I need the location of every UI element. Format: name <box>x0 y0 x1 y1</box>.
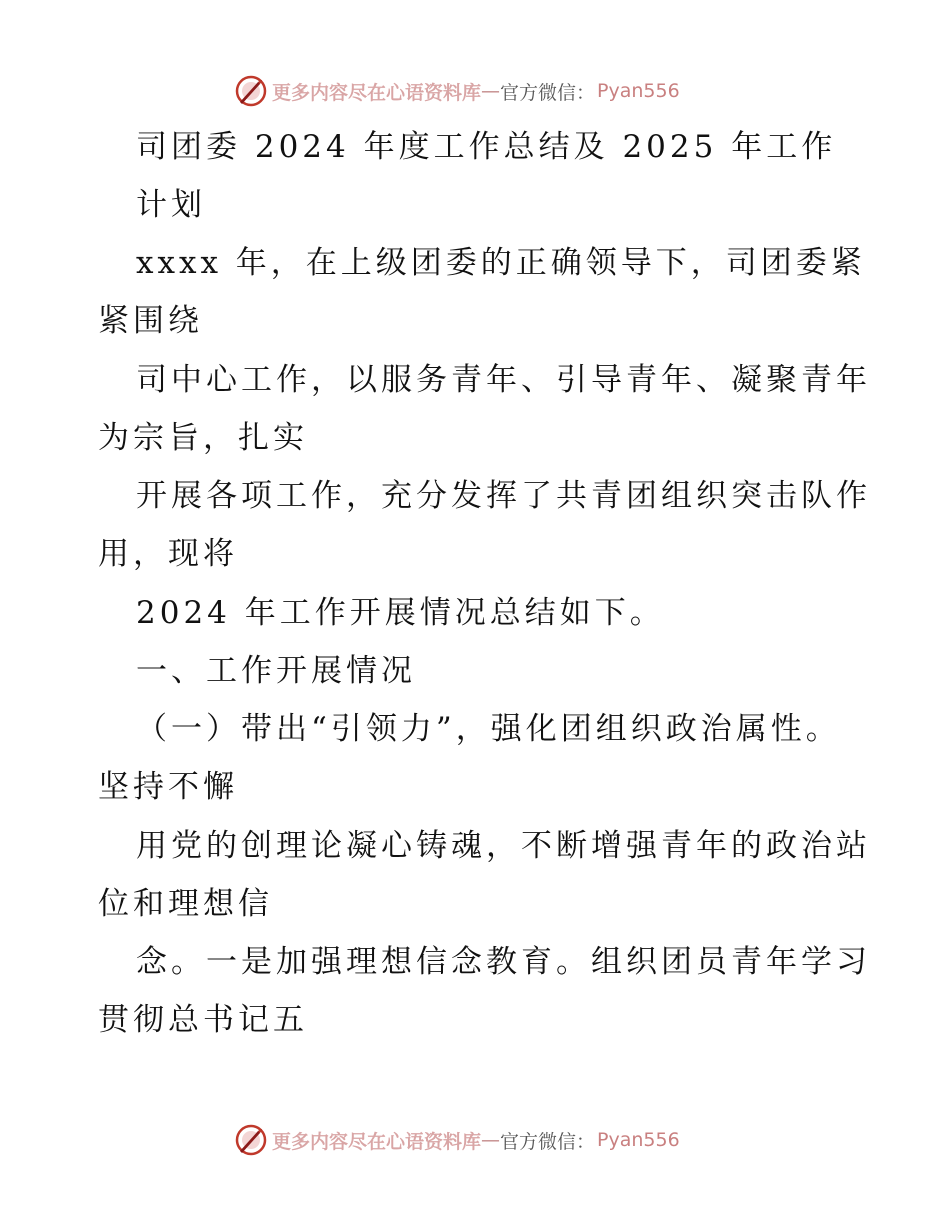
paragraph-line: 2024 年工作开展情况总结如下。 <box>136 595 665 631</box>
quill-pen-seal-icon <box>234 1123 268 1157</box>
quill-pen-seal-icon <box>234 74 268 108</box>
watermark-handle: Pyan556 <box>597 1129 680 1151</box>
paragraph-line: 坚持不懈 <box>98 769 238 805</box>
watermark-dash: — <box>481 1129 501 1151</box>
paragraph-line: 贯彻总书记五 <box>98 1002 308 1038</box>
paragraph-line: 用，现将 <box>98 536 238 572</box>
paragraph-line: 开展各项工作，充分发挥了共青团组织突击队作 <box>136 478 871 514</box>
paragraph-line: 念。一是加强理想信念教育。组织团员青年学习 <box>136 944 871 980</box>
paragraph-line: 位和理想信 <box>98 886 273 922</box>
watermark-label: 官方微信： <box>500 1130 596 1153</box>
document-title-line-2: 计划 <box>136 187 206 223</box>
watermark-handle: Pyan556 <box>597 80 680 102</box>
watermark-footer <box>234 1123 680 1157</box>
subsection-heading: （一）带出“引领力”，强化团组织政治属性。 <box>136 711 841 747</box>
paragraph-line: 用党的创理论凝心铸魂，不断增强青年的政治站 <box>136 828 871 864</box>
watermark-header <box>234 74 680 108</box>
paragraph-line: xxxx 年，在上级团委的正确领导下，司团委紧 <box>136 245 866 281</box>
paragraph-line: 司中心工作，以服务青年、引导青年、凝聚青年 <box>136 362 871 398</box>
document-title-line-1: 司团委 2024 年度工作总结及 2025 年工作 <box>136 129 837 165</box>
watermark-label: 官方微信： <box>500 81 596 104</box>
watermark-main-text: 更多内容尽在心语资料库 <box>272 1130 482 1153</box>
watermark-main-text: 更多内容尽在心语资料库 <box>272 81 482 104</box>
watermark-dash: — <box>481 80 501 102</box>
paragraph-line: 紧围绕 <box>98 303 203 339</box>
section-heading: 一、工作开展情况 <box>136 653 416 689</box>
paragraph-line: 为宗旨，扎实 <box>98 420 308 456</box>
